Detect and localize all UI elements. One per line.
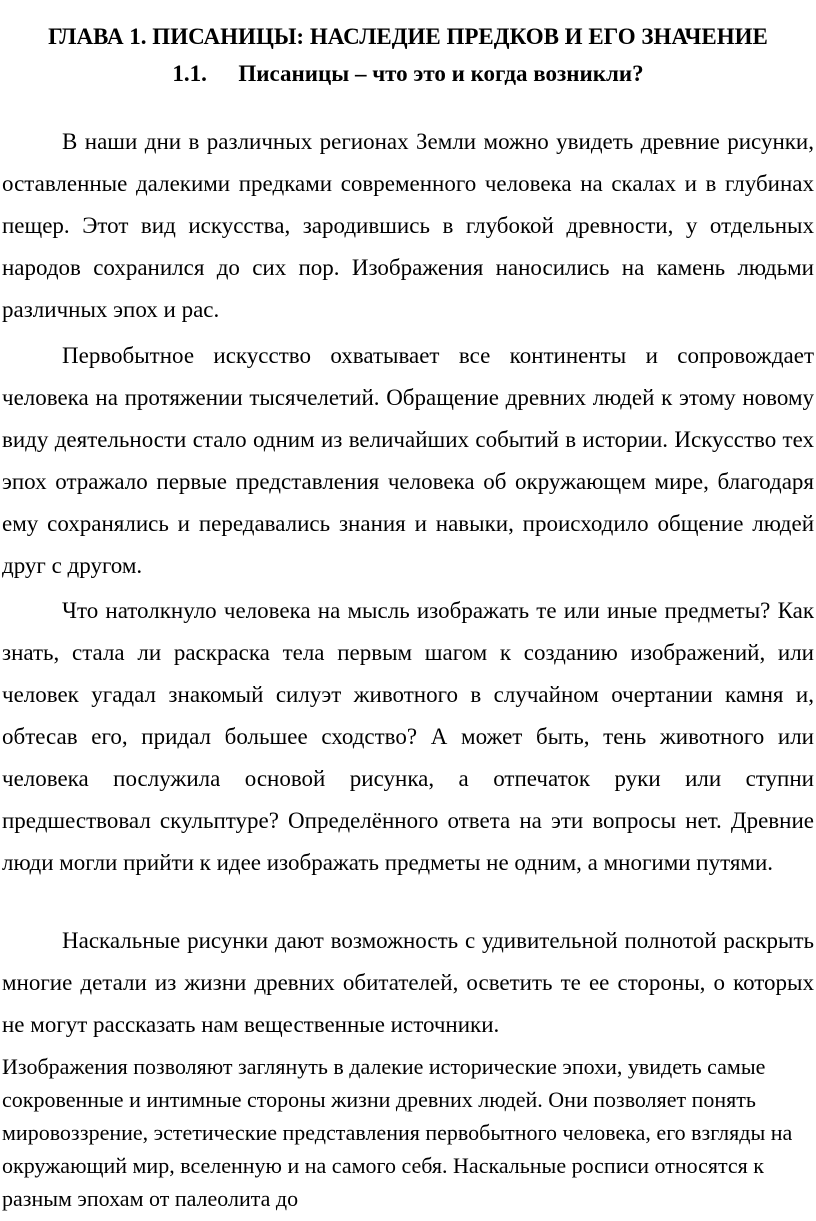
section-title: Писаницы – что это и когда возникли? xyxy=(238,61,644,86)
paragraph: Что натолкнуло человека на мысль изображать те или иные предметы? Как знать, стала ли раскраска тела первым шагом к созданию изображений, или человек угадал знакомый силуэт животного в случайном очертании камня и, обтесав его, придал большее сходство? А может быть, тень животного или человека послужила основой рисунка, а отпечаток руки или ступни предшествовал скульптуре? Определённого ответа на эти вопросы нет. Древние люди могли прийти к идее изображать предметы не одним, а многими путями. xyxy=(2,598,814,875)
paragraph: В наши дни в различных регионах Земли можно увидеть древние рисунки, оставленные далекими предками современного человека на скалах и в глубинах пещер. Этот вид искусства, зародившись в глубокой древности, у отдельных народов сохранился до сих пор. Изображения наносились на камень людьми различных эпох и рас. xyxy=(2,129,814,322)
paragraph-unformatted: Изображения позволяют заглянуть в далекие исторические эпохи, увидеть самые сокровенные и интимные стороны жизни древних людей. Они позволяет понять мировоззрение, эстетические представления первобытного человека, его взгляды на окружающий мир, вселенную и на самого себя. Наскальные росписи относятся к разным эпохам от палеолита до xyxy=(2,1054,793,1211)
section-heading xyxy=(0,59,816,89)
chapter-title: ГЛАВА 1. ПИСАНИЦЫ: НАСЛЕДИЕ ПРЕДКОВ И ЕГО ЗНАЧЕНИЕ xyxy=(48,24,768,49)
paragraph: Первобытное искусство охватывает все континенты и сопровождает человека на протяжении тысячелетий. Обращение древних людей к этому новому виду деятельности стало одним из величайших событий в истории. Искусство тех эпох отражало первые представления человека об окружающем мире, благодаря ему сохранялись и передавались знания и навыки, происходило общение людей друг с другом. xyxy=(2,343,814,578)
paragraph: Наскальные рисунки дают возможность с удивительной полнотой раскрыть многие детали из жизни древних обитателей, осветить те ее стороны, о которых не могут рассказать нам вещественные источники. xyxy=(2,928,814,1037)
section-number: 1.1. xyxy=(172,61,207,86)
